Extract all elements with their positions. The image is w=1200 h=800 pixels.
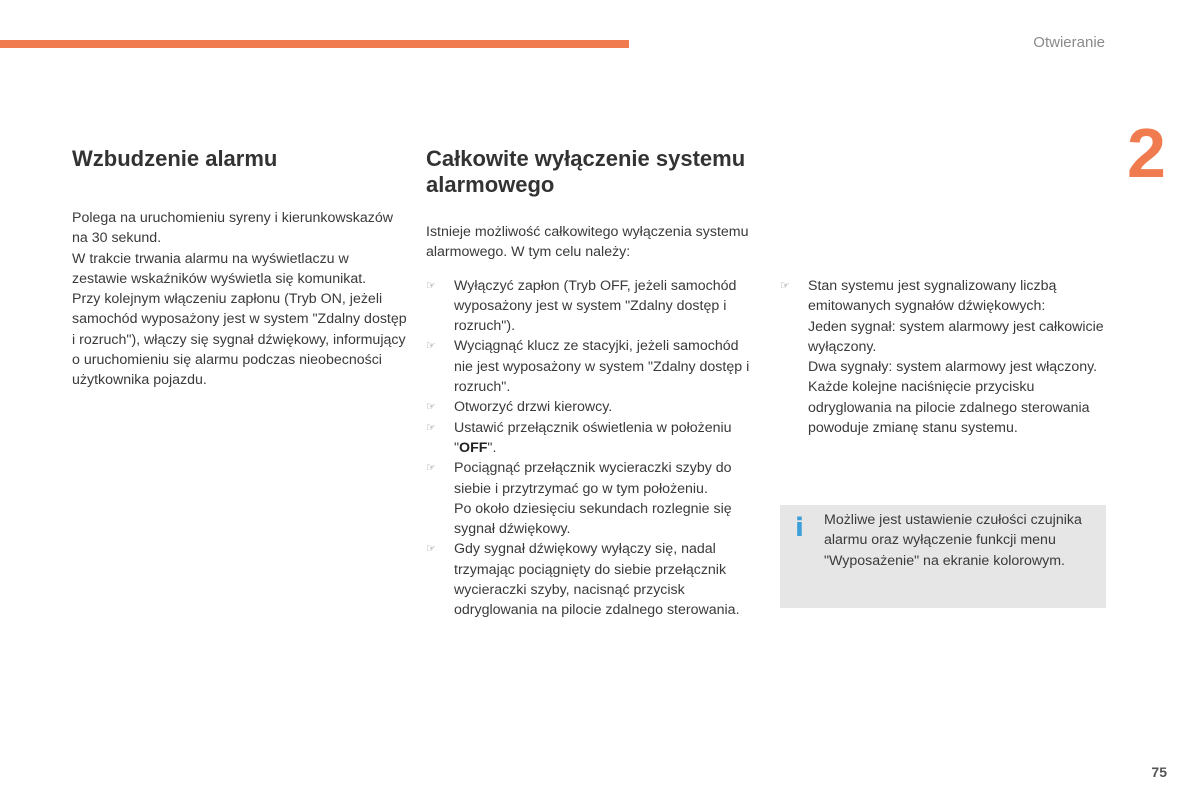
alarm-disable-steps bbox=[426, 276, 756, 621]
info-text: Możliwe jest ustawienie czułości czujnika alarmu oraz wyłączenie funkcji menu "Wyposażenie" na ekranie kolorowym. bbox=[824, 512, 1082, 569]
pointing-finger-icon: ☞ bbox=[426, 462, 436, 475]
list-item bbox=[426, 336, 756, 397]
pointing-finger-icon: ☞ bbox=[426, 279, 436, 292]
alarm-trigger-paragraph: Polega na uruchomieniu syreny i kierunkowskazów na 30 sekund. bbox=[72, 210, 393, 247]
alarm-trigger-heading: Wzbudzenie alarmu bbox=[72, 146, 278, 171]
step-text: Pociągnąć przełącznik wycieraczki szyby do siebie i przytrzymać go w tym położeniu. bbox=[454, 460, 732, 497]
status-text: Stan systemu jest sygnalizowany liczbą emitowanych sygnałów dźwiękowych: bbox=[808, 278, 1057, 315]
chapter-number: 2 bbox=[1127, 114, 1166, 192]
step-text: Gdy sygnał dźwiękowy wyłączy się, nadal trzymając pociągnięty do siebie przełącznik wycieraczki szyby, nacisnąć przycisk odryglowania na pilocie zdalnego sterowania. bbox=[454, 541, 740, 619]
header-accent-bar bbox=[0, 40, 629, 48]
step-text: Otworzyć drzwi kierowcy. bbox=[454, 399, 613, 416]
step-text: Wyłączyć zapłon (Tryb OFF, jeżeli samochód wyposażony jest w system "Zdalny dostęp i rozruch"). bbox=[454, 277, 737, 335]
list-item bbox=[780, 276, 1106, 438]
pointing-finger-icon: ☞ bbox=[780, 280, 790, 292]
pointing-finger-icon: ☞ bbox=[426, 543, 436, 556]
step-text: Ustawić przełącznik oświetlenia w położeniu " bbox=[454, 419, 732, 456]
pointing-finger-icon: ☞ bbox=[426, 401, 436, 414]
info-icon: i bbox=[795, 513, 804, 543]
status-each-press: Każde kolejne naciśnięcie przycisku odryglowania na pilocie zdalnego sterowania powoduje zmianę stanu systemu. bbox=[808, 379, 1090, 437]
pointing-finger-icon: ☞ bbox=[426, 421, 436, 434]
step-text: Wyciągnąć klucz ze stacyjki, jeżeli samochód nie jest wyposażony w system "Zdalny dostęp i rozruch". bbox=[454, 338, 750, 396]
system-status-section bbox=[780, 276, 1106, 438]
status-two-signals: Dwa sygnały: system alarmowy jest włączony. bbox=[808, 359, 1098, 376]
off-position-label: OFF bbox=[459, 439, 488, 456]
step-text: ". bbox=[487, 439, 497, 456]
pointing-finger-icon: ☞ bbox=[426, 340, 436, 353]
list-item bbox=[426, 458, 756, 539]
system-status-list bbox=[780, 276, 1106, 438]
list-item bbox=[426, 539, 756, 620]
list-item bbox=[426, 397, 756, 417]
step-note: Po około dziesięciu sekundach rozlegnie się sygnał dźwiękowy. bbox=[454, 500, 732, 538]
info-box bbox=[780, 505, 1106, 608]
alarm-trigger-paragraph: Przy kolejnym włączeniu zapłonu (Tryb ON, jeżeli samochód wyposażony jest w system "Zdalny dostęp i rozruch"), włączy się sygnał dźwiękowy, informujący o uruchomieniu się alarmu podczas nieobecności użytkownika pojazdu. bbox=[72, 291, 407, 389]
list-item bbox=[426, 418, 756, 459]
alarm-trigger-paragraph: W trakcie trwania alarmu na wyświetlaczu w zestawie wskaźników wyświetla się komunikat. bbox=[72, 250, 367, 287]
alarm-disable-intro: Istnieje możliwość całkowitego wyłączenia systemu alarmowego. W tym celu należy: bbox=[426, 224, 749, 261]
page-number: 75 bbox=[1151, 764, 1167, 780]
alarm-disable-heading: Całkowite wyłączenie systemu alarmowego bbox=[426, 146, 746, 197]
section-title: Otwieranie bbox=[1033, 34, 1105, 51]
list-item bbox=[426, 276, 756, 337]
status-one-signal: Jeden sygnał: system alarmowy jest całkowicie wyłączony. bbox=[808, 318, 1104, 355]
alarm-disable-section bbox=[426, 146, 756, 621]
alarm-trigger-section bbox=[72, 146, 407, 391]
